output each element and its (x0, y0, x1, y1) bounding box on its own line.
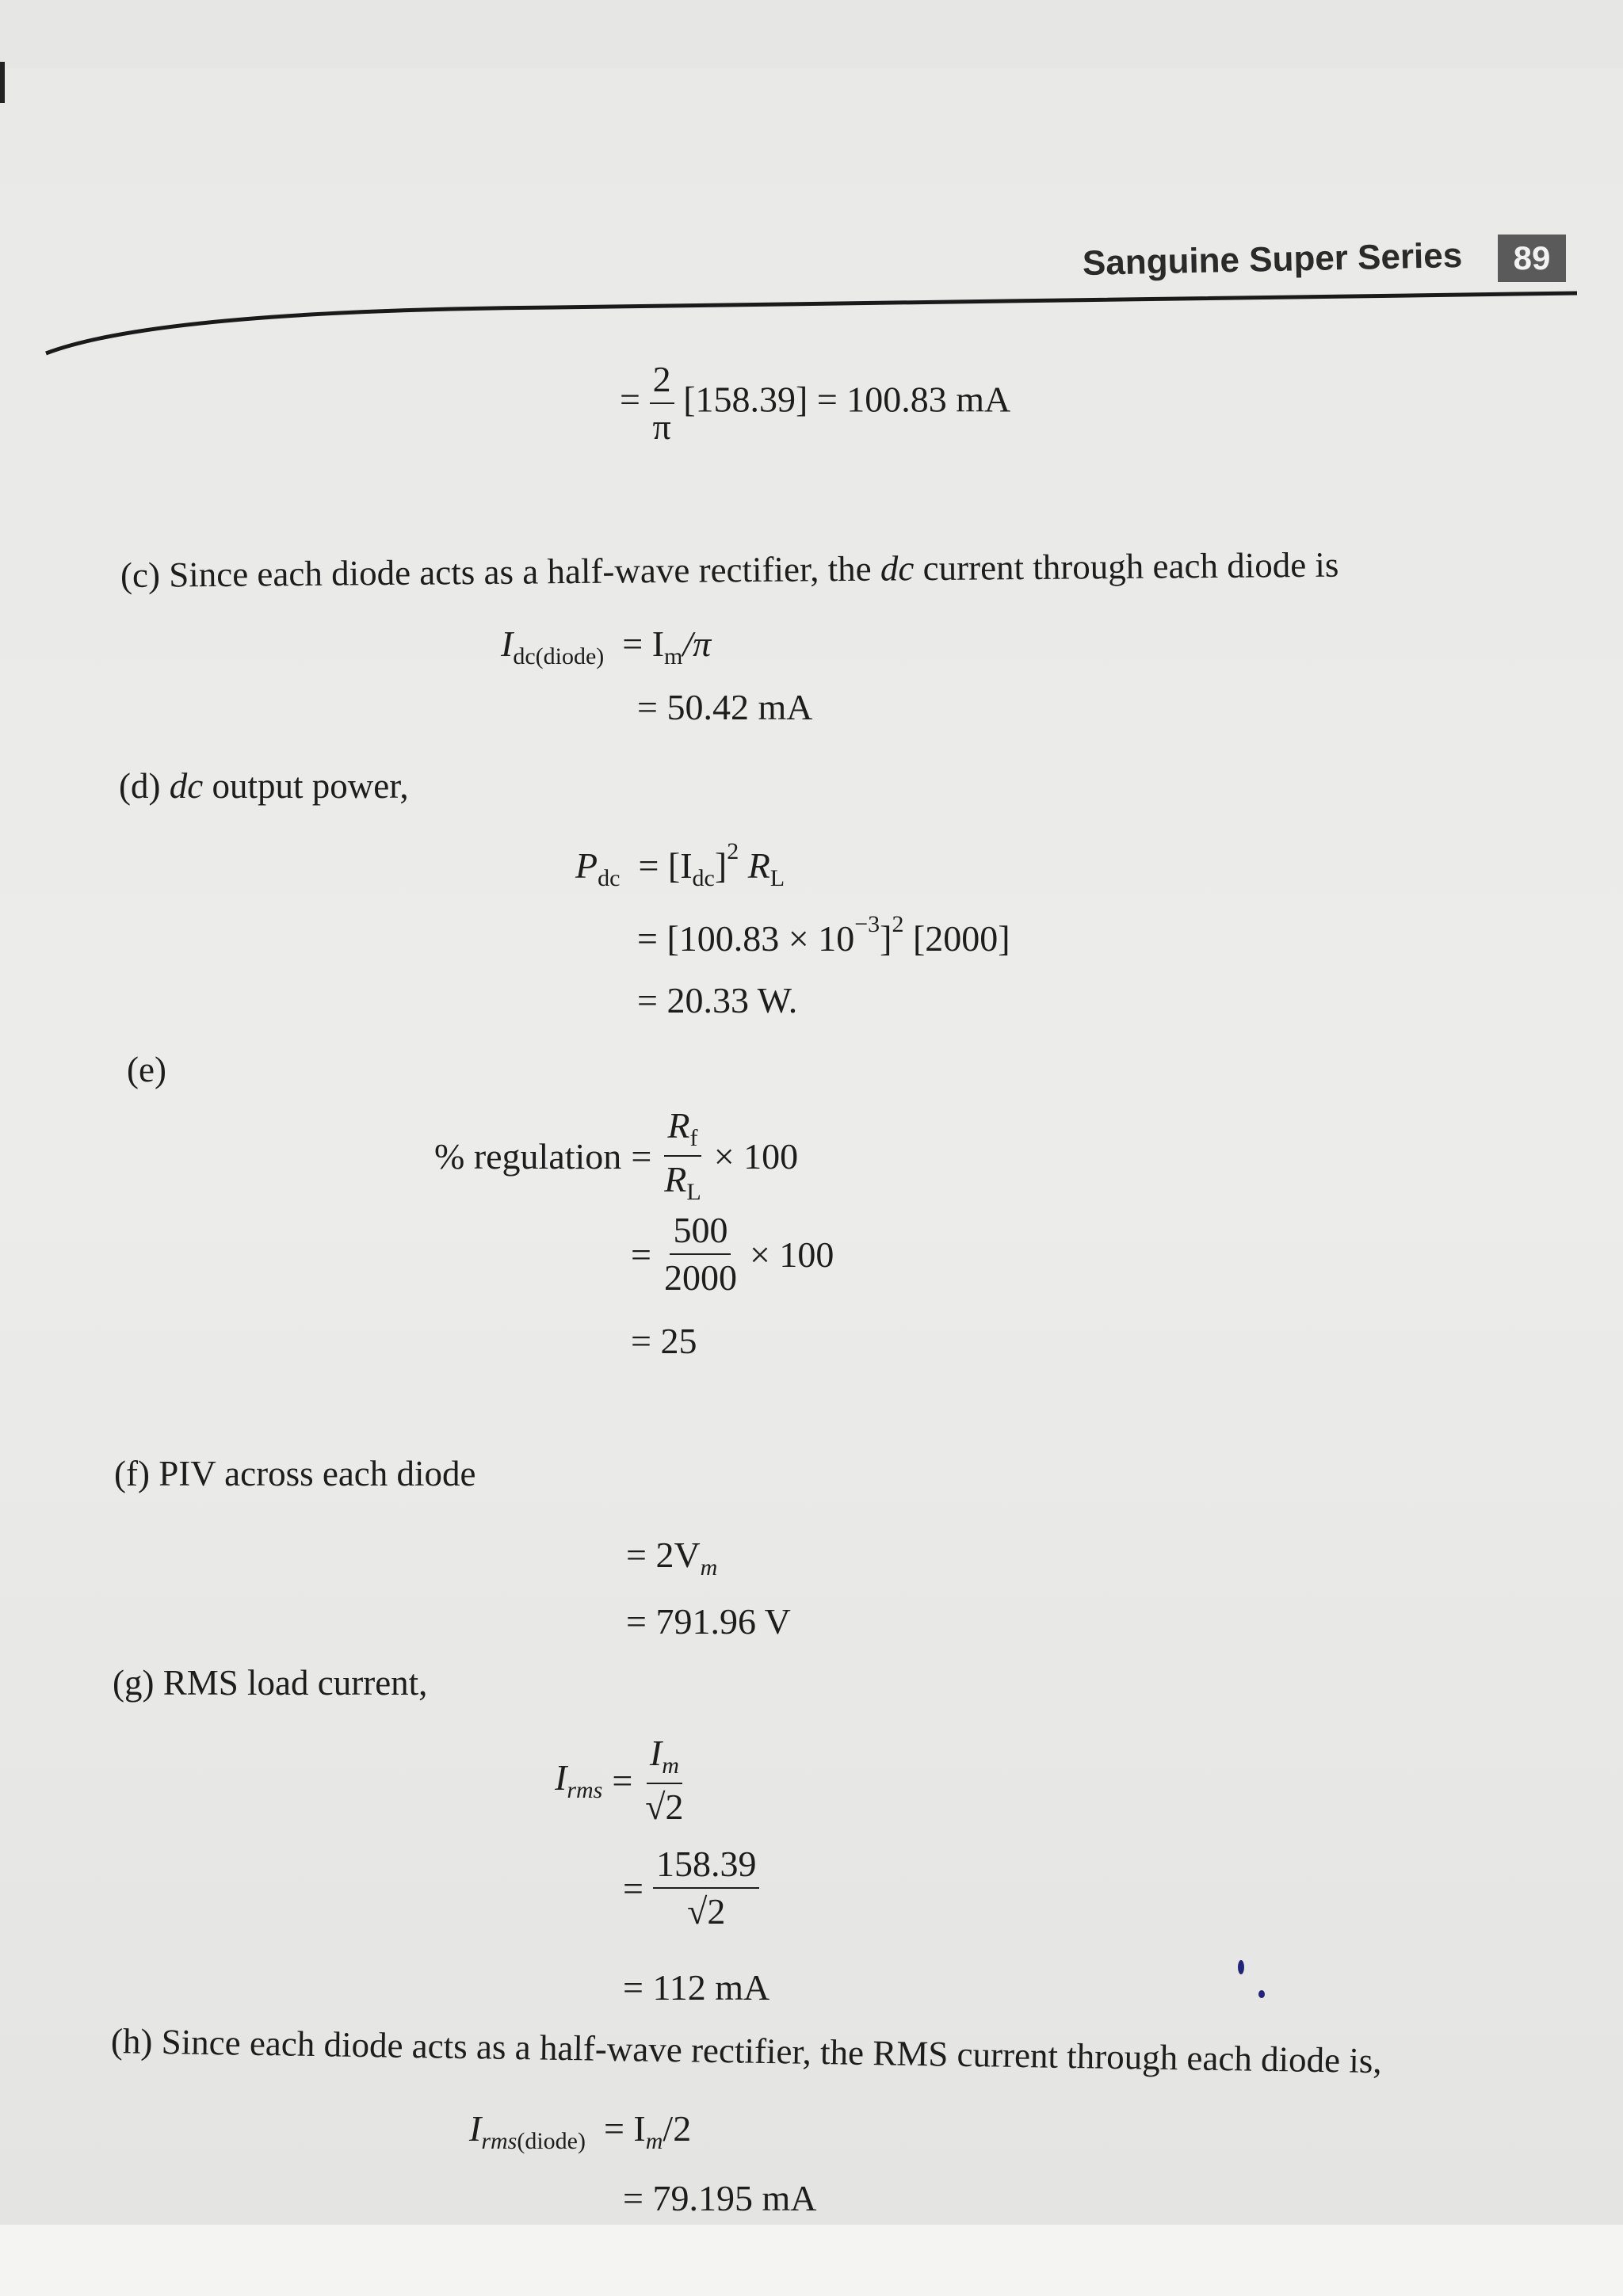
equation-result: = 79.195 mA (623, 2178, 817, 2218)
subscript: f (689, 1125, 698, 1151)
symbol-R: R (739, 845, 770, 886)
header-rule (0, 0, 1623, 364)
equation-load-current (620, 361, 1010, 445)
part-g-intro: (g) RMS load current, (113, 1663, 428, 1703)
times-100: × 100 (749, 1234, 834, 1275)
fraction-500-over-2000 (661, 1212, 740, 1296)
symbol-R: R (667, 1105, 690, 1146)
subscript: m (645, 2128, 663, 2154)
equation-regulation: % regulation = $\frac{R_f}{R_L}$ × 100 (434, 1105, 799, 1205)
text: = 2V (626, 1535, 701, 1575)
ink-mark (1238, 1960, 1244, 1974)
fraction-denominator: π (652, 406, 671, 447)
superscript: −3 (854, 911, 880, 937)
subscript: rms (567, 1777, 603, 1803)
text: (d) (119, 766, 170, 806)
text: output power, (203, 766, 409, 806)
symbol-I: I (501, 624, 514, 664)
symbol-I: I (469, 2108, 482, 2149)
fraction-numerator: 500 (670, 1212, 731, 1255)
ink-mark (1258, 1990, 1265, 1998)
text: current through each diode is (914, 544, 1339, 589)
page-bottom-margin (0, 2225, 1623, 2296)
equation-result: [158.39] = 100.83 mA (683, 379, 1011, 420)
series-title: Sanguine Super Series (1082, 235, 1463, 283)
equation-irms-diode (469, 2107, 691, 2155)
fraction-denominator: √2 (645, 1787, 684, 1827)
fraction-im-over-root2 (642, 1735, 686, 1825)
equation-pdc-substituted (637, 911, 1010, 959)
equation-pdc (575, 838, 785, 892)
fraction-158-over-root2 (653, 1846, 760, 1930)
fraction-numerator: 2 (650, 361, 674, 404)
subscript: dc (692, 865, 715, 891)
text: ] (880, 918, 892, 959)
fraction-rf-over-rl (661, 1105, 704, 1205)
superscript: 2 (727, 838, 739, 864)
part-e-label: (e) (127, 1050, 166, 1089)
subscript: (diode) (517, 2128, 586, 2154)
superscript: 2 (892, 911, 904, 937)
symbol-I: I (649, 1733, 663, 1773)
equation-result: = 112 mA (623, 1967, 770, 2008)
symbol-I: I (555, 1757, 567, 1798)
text: [2000] (903, 918, 1010, 959)
rhs-tail: /π (682, 624, 712, 664)
subscript: m (664, 643, 683, 669)
subscript: rms (481, 2128, 517, 2154)
equation-result: = 20.33 W. (637, 980, 798, 1020)
part-d-intro (119, 765, 409, 807)
subscript: dc (598, 865, 621, 891)
rhs: = I (622, 624, 665, 664)
text: = [100.83 × 10 (637, 918, 855, 959)
part-f-intro: (f) PIV across each diode (114, 1454, 476, 1493)
subscript: dc(diode) (513, 643, 605, 669)
times-100: × 100 (713, 1135, 799, 1177)
fraction-denominator: √2 (687, 1891, 726, 1932)
fraction-numerator: 158.39 (653, 1846, 760, 1889)
rhs-tail: /2 (663, 2108, 692, 2149)
italic-dc: dc (880, 548, 915, 589)
equation-result: = 25 (631, 1321, 697, 1361)
subscript: L (686, 1179, 701, 1205)
equation-result: = 50.42 mA (637, 687, 813, 727)
equation-idc-diode (501, 623, 711, 670)
text: = [I (638, 845, 693, 886)
symbol-P: P (575, 845, 598, 886)
regulation-label: % regulation (434, 1135, 622, 1177)
equation-result: = 791.96 V (626, 1601, 791, 1642)
equation-regulation-substituted: = $\frac{500}{2000}$ × 100 (631, 1210, 834, 1298)
symbol-R: R (664, 1159, 687, 1199)
equation-irms-substituted: = $\frac{158.39}{√2}$ (623, 1846, 759, 1930)
fraction-2-over-pi (649, 361, 674, 445)
part-h-intro: (h) Since each diode acts as a half-wave rectifier, the RMS current through each diode is, (110, 2021, 1383, 2081)
subscript: m (700, 1554, 718, 1581)
rhs: = I (603, 2108, 646, 2149)
equals-sign: = (620, 379, 640, 420)
equation-piv (626, 1534, 717, 1581)
equation-irms: $I_{rms}$ = $\frac{I_m}{√2}$ (555, 1735, 687, 1825)
subscript: m (662, 1753, 679, 1779)
italic-dc: dc (169, 766, 204, 806)
fraction-denominator: 2000 (663, 1257, 737, 1298)
subscript: L (769, 865, 785, 891)
text: ] (714, 845, 727, 886)
page-number-badge: 89 (1498, 235, 1566, 282)
text: (c) Since each diode acts as a half-wave rectifier, the (120, 548, 881, 595)
